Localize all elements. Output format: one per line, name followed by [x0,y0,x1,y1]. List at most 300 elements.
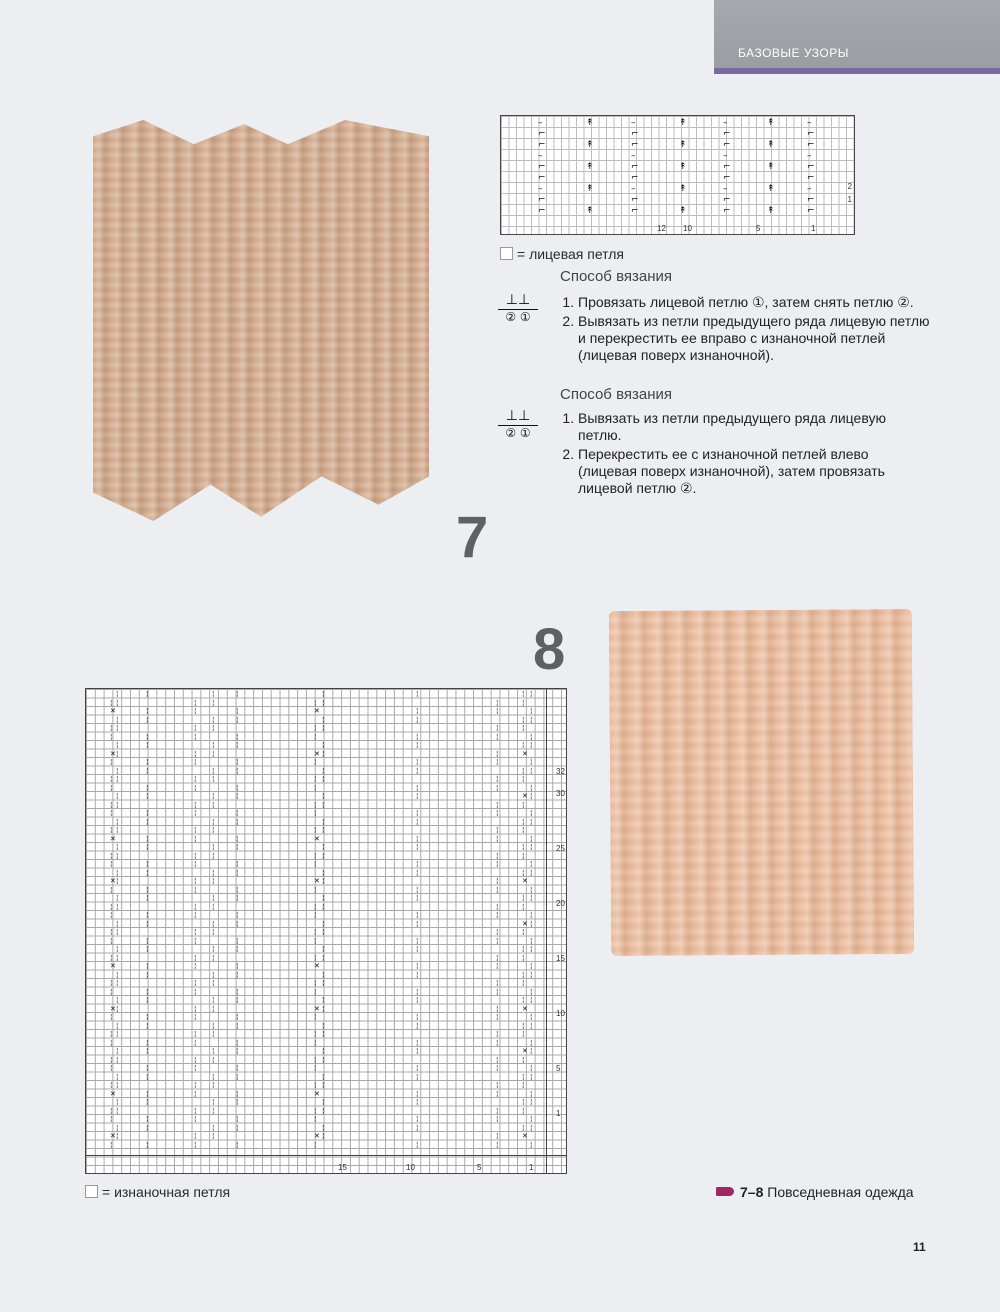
chart-8-symbol: ¦ [194,749,197,758]
chart-7-symbol: ↟ [767,140,775,150]
chart-8-symbol: ¦ [522,928,525,936]
chart-8-symbol: ¦ [530,732,533,741]
chart-8-symbol: ¦ [146,996,149,1004]
pattern-7-number: 7 [456,505,489,570]
chart-8-symbol: ¦ [314,826,317,834]
chart-8-symbol: ¦ [416,1072,419,1081]
chart-8-symbol: ¦ [110,987,113,996]
chart-8-symbol: ¦ [236,817,239,826]
chart-8-symbol: ¦ [496,800,499,809]
chart-8-symbol: ¦ [314,902,317,911]
pointing-hand-icon [716,1187,734,1196]
chart-8-symbol: ¦ [522,1055,525,1064]
chart-7-column-number: 1 [811,224,816,233]
chart-8-symbol: ¦ [116,953,119,962]
chart-8-symbol: ¦ [314,936,317,945]
chart-8-symbol: ¦ [116,945,119,953]
chart-8-symbol: ¦ [116,1030,119,1038]
chart-8-symbol: ¦ [146,1047,149,1055]
chart-8-symbol: ¦ [236,758,239,766]
chart-8-symbol: ¦ [496,979,499,987]
chart-7-symbol: ⌐ [723,173,731,183]
chart-8-symbol: ¦ [322,1004,325,1013]
chart-8-symbol: ¦ [236,1123,239,1132]
chart-8-symbol: ¦ [236,707,239,715]
chart-8-symbol: ¦ [496,783,499,792]
chart-8-symbol: ¦ [194,885,197,894]
blank-cell-icon [85,1185,98,1198]
chart-8-symbol: ¦ [116,996,119,1004]
chart-8-symbol: ¦ [110,911,113,919]
chart-8-symbol: ¦ [314,953,317,962]
chart-8-symbol: ¦ [236,1064,239,1072]
chart-8-symbol: ¦ [322,894,325,902]
chart-8-symbol: ¦ [116,715,119,724]
chart-8-symbol: ¦ [416,758,419,766]
method-2-symbol-marks: ② ① [505,426,531,440]
chart-8-symbol: ¦ [236,987,239,996]
chart-8-symbol: ✕ [314,1004,320,1013]
cross-left-symbol-icon [498,408,538,440]
chart-8-symbol: ¦ [322,919,325,928]
chart-8-symbol: ¦ [110,928,113,936]
chart-7-column-number: 10 [683,224,692,233]
chart-8-symbol: ¦ [496,1132,499,1140]
chart-7-symbol: ⌐ [631,206,639,216]
chart-8-symbol: ¦ [146,707,149,715]
chart-8-symbol: ¦ [530,1089,533,1098]
chart-8-symbol: ¦ [416,996,419,1004]
chart-8-symbol: ¦ [194,877,197,885]
method-2-title: Способ вязания [560,386,672,403]
chart-8-symbol: ¦ [194,724,197,732]
chart-8-symbol: ¦ [322,1098,325,1106]
chart-8-symbol: ¦ [110,775,113,783]
chart-8-symbol: ¦ [416,1098,419,1106]
chart-8-symbol: ¦ [322,741,325,749]
chart-8-symbol: ¦ [194,928,197,936]
chart-8-symbol: ¦ [530,809,533,817]
method-1-symbol: ⊥⊥ [498,292,538,310]
chart-8-symbol: ¦ [322,1030,325,1038]
chart-8-symbol: ¦ [236,1140,239,1149]
chart-8-symbol: ¦ [146,1013,149,1021]
chart-8-symbol: ¦ [146,919,149,928]
chart-8-symbol: ¦ [530,885,533,894]
chart-8-symbol: ✕ [314,1089,320,1098]
chart-7-symbol: ⌐ [538,140,546,150]
chart-8-symbol: ¦ [322,1123,325,1132]
chart-8-symbol: ¦ [212,724,215,732]
chart-8-symbol: ¦ [194,1013,197,1021]
chart-8-symbol: ¦ [194,851,197,860]
chart-8-symbol: ¦ [496,911,499,919]
chart-8-symbol: ¦ [116,868,119,877]
chart-8-symbol: ¦ [530,936,533,945]
chart-8-symbol: ¦ [116,1132,119,1140]
chart-8-symbol: ¦ [116,698,119,707]
chart-7-symbol: ↟ [679,118,687,128]
chart-7-symbol: – [631,151,636,161]
chart-8-symbol: ¦ [530,834,533,843]
chart-8-symbol: ¦ [110,1106,113,1115]
chart-8-divider [546,689,547,1173]
chart-8-symbol: ✕ [110,834,116,843]
chart-8-symbol: ¦ [212,1021,215,1030]
section-accent-bar [714,68,1000,74]
chart-7-row-number: 2 [847,182,852,191]
chart-8-symbol: ¦ [146,843,149,851]
chart-8-symbol: ¦ [212,1047,215,1055]
chart-7-legend [500,246,624,262]
chart-8-symbol: ¦ [416,911,419,919]
chart-8-symbol: ¦ [530,792,533,800]
chart-8-symbol: ¦ [314,800,317,809]
chart-8-symbol: ¦ [496,826,499,834]
chart-8-symbol: ¦ [522,953,525,962]
chart-8-symbol: ¦ [530,1021,533,1030]
chart-8-symbol: ¦ [522,1106,525,1115]
chart-8-symbol: ¦ [322,953,325,962]
chart-8-symbol: ¦ [236,1072,239,1081]
chart-8-symbol: ¦ [522,851,525,860]
chart-8-symbol: ¦ [314,928,317,936]
chart-8-symbol: ✕ [314,962,320,970]
chart-8-symbol: ¦ [236,1038,239,1047]
chart-8-symbol: ¦ [314,911,317,919]
chart-8-symbol: ¦ [236,1021,239,1030]
chart-8-symbol: ¦ [522,1081,525,1089]
chart-8-column-number: 15 [338,1163,347,1172]
chart-8-symbol: ¦ [522,970,525,979]
chart-8-symbol: ✕ [110,962,116,970]
chart-8-symbol: ¦ [110,1038,113,1047]
chart-8-symbol: ¦ [236,783,239,792]
chart-8-symbol: ¦ [522,1072,525,1081]
chart-8-symbol: ¦ [116,690,119,698]
chart-8-symbol: ¦ [146,766,149,775]
chart-7-symbol: ⌐ [723,140,731,150]
chart-8-symbol: ¦ [416,919,419,928]
chart-8-symbol: ✕ [522,749,528,758]
chart-8-symbol: ¦ [522,698,525,707]
chart-8-symbol: ¦ [110,851,113,860]
chart-8-symbol: ¦ [322,979,325,987]
chart-8-symbol: ✕ [314,707,320,715]
chart-7-symbol: ⌐ [807,195,815,205]
chart-8-symbol: ¦ [110,826,113,834]
chart-8-symbol: ¦ [416,936,419,945]
chart-7-symbol: ⌐ [538,162,546,172]
chart-8-symbol: ¦ [496,1038,499,1047]
chart-8-symbol: ¦ [530,1064,533,1072]
chart-8-symbol: ¦ [322,724,325,732]
chart-8-symbol: ¦ [110,885,113,894]
chart-8-symbol: ¦ [522,843,525,851]
chart-8-symbol: ¦ [236,1098,239,1106]
chart-8-symbol: ¦ [314,1055,317,1064]
chart-8-symbol: ¦ [212,1055,215,1064]
chart-8-symbol: ¦ [212,792,215,800]
chart-8-symbol: ¦ [416,834,419,843]
chart-8-symbol: ¦ [116,1106,119,1115]
chart-8-symbol: ¦ [116,902,119,911]
chart-8-symbol: ¦ [212,1081,215,1089]
chart-8-symbol: ¦ [496,1081,499,1089]
chart-8-symbol: ✕ [522,1004,528,1013]
chart-8-symbol: ¦ [314,1140,317,1149]
chart-8-symbol: ¦ [116,1047,119,1055]
page-number: 11 [913,1240,926,1254]
chart-8-symbol: ¦ [146,758,149,766]
chart-8-symbol: ¦ [110,1115,113,1123]
chart-8-symbol: ¦ [146,936,149,945]
chart-8-symbol: ¦ [116,792,119,800]
pattern-8-number: 8 [533,617,566,682]
chart-8-symbol: ¦ [530,894,533,902]
chart-7-symbol: – [538,151,543,161]
chart-8-symbol: ¦ [212,775,215,783]
chart-8-symbol: ¦ [146,1021,149,1030]
chart-8-row-number: 15 [556,954,565,963]
chart-8-symbol: ¦ [322,945,325,953]
chart-8-symbol: ¦ [194,987,197,996]
chart-7-symbol: ⌐ [807,129,815,139]
chart-8-symbol: ¦ [110,698,113,707]
chart-8-symbol: ¦ [496,758,499,766]
chart-8-symbol: ¦ [146,970,149,979]
chart-8-column-number: 1 [529,1163,534,1172]
chart-8-symbol: ¦ [496,1013,499,1021]
chart-7-symbol: ↟ [767,206,775,216]
chart-8-symbol: ¦ [322,690,325,698]
chart-8-row-number: 5 [556,1064,561,1073]
chart-8-symbol: ¦ [116,851,119,860]
method-1-step: 1. Провязать лицевой петлю ①, затем снять петлю ②. [578,294,930,311]
chart-7-symbol: ⌐ [807,206,815,216]
chart-8-symbol: ✕ [110,877,116,885]
chart-8-symbol: ¦ [116,766,119,775]
chart-8-symbol: ¦ [314,775,317,783]
legend-7-text: = лицевая петля [517,246,624,262]
chart-8-symbol: ¦ [236,1013,239,1021]
chart-8-symbol: ¦ [146,1140,149,1149]
chart-7-symbol: ⌐ [807,173,815,183]
chart-8-symbol: ¦ [322,826,325,834]
chart-8-symbol: ¦ [522,826,525,834]
chart-8-row-number: 1 [556,1109,561,1118]
chart-8-symbol: ¦ [530,783,533,792]
chart-7-symbol: ⌐ [631,129,639,139]
chart-8-row-number: 30 [556,789,565,798]
chart-7-symbol: ⌐ [538,129,546,139]
chart-8-symbol: ¦ [212,800,215,809]
chart-8-symbol: ¦ [530,817,533,826]
chart-8-symbol: ¦ [530,707,533,715]
chart-8-symbol: ¦ [236,911,239,919]
chart-8-symbol: ✕ [314,834,320,843]
chart-8-symbol: ¦ [116,775,119,783]
chart-8-symbol: ¦ [110,979,113,987]
chart-8-symbol: ¦ [212,851,215,860]
chart-7-symbol: – [723,151,728,161]
chart-8-symbol: ¦ [212,826,215,834]
chart-8-symbol: ¦ [212,894,215,902]
chart-8-symbol: ¦ [236,996,239,1004]
chart-8-symbol: ¦ [314,809,317,817]
caption-range: 7–8 [740,1184,764,1200]
chart-8-symbol: ¦ [236,1047,239,1055]
chart-8-symbol: ¦ [212,919,215,928]
chart-7-symbol: ⌐ [723,206,731,216]
chart-8-symbol: ¦ [194,1030,197,1038]
chart-8-symbol: ¦ [212,1098,215,1106]
chart-8-symbol: ¦ [530,758,533,766]
chart-7-symbol: ↟ [767,184,775,194]
chart-8-column-number: 5 [477,1163,482,1172]
chart-8-symbol: ¦ [522,902,525,911]
chart-8-symbol: ¦ [194,860,197,868]
chart-8-symbol: ¦ [322,817,325,826]
chart-8-symbol: ¦ [522,945,525,953]
chart-8-symbol: ¦ [194,936,197,945]
chart-8-symbol: ¦ [116,1055,119,1064]
chart-8-symbol: ¦ [314,987,317,996]
chart-8-symbol: ¦ [416,860,419,868]
chart-8-symbol: ¦ [530,962,533,970]
chart-8-symbol: ¦ [146,690,149,698]
chart-8-symbol: ¦ [236,715,239,724]
chart-8-row-number: 32 [556,767,565,776]
chart-8-symbol: ¦ [322,1055,325,1064]
chart-7-symbol: ↟ [586,140,594,150]
chart-8-symbol: ¦ [522,1030,525,1038]
chart-8-symbol: ✕ [110,707,116,715]
chart-8-symbol: ¦ [110,809,113,817]
chart-8-symbol: ¦ [212,1030,215,1038]
chart-8-symbol: ✕ [110,1004,116,1013]
chart-7-symbol: ↟ [586,118,594,128]
chart-8-symbol: ¦ [110,1055,113,1064]
chart-8-symbol: ✕ [314,1132,320,1140]
chart-8-symbol: ¦ [314,698,317,707]
chart-8-symbol: ¦ [416,962,419,970]
chart-8-symbol: ¦ [496,902,499,911]
chart-8-symbol: ¦ [314,783,317,792]
chart-8-symbol: ¦ [212,698,215,707]
chart-8-symbol: ¦ [212,749,215,758]
chart-8-symbol: ¦ [416,945,419,953]
chart-8-symbol: ¦ [522,1021,525,1030]
chart-8-symbol: ¦ [416,1047,419,1055]
chart-8-symbol: ¦ [212,979,215,987]
chart-7-symbol: – [807,118,812,128]
chart-8-symbol: ¦ [146,1123,149,1132]
chart-8-symbol: ¦ [530,911,533,919]
chart-8-symbol: ¦ [322,868,325,877]
section-title: БАЗОВЫЕ УЗОРЫ [738,46,849,60]
chart-8-symbol: ¦ [530,766,533,775]
chart-8-symbol: ¦ [496,1030,499,1038]
chart-8-symbol: ¦ [530,919,533,928]
chart-8-symbol: ¦ [116,877,119,885]
chart-8-symbol: ¦ [322,843,325,851]
chart-8-symbol: ¦ [322,792,325,800]
chart-8-symbol: ¦ [496,1106,499,1115]
chart-8-symbol: ¦ [236,766,239,775]
chart-7-symbol: ⌐ [807,162,815,172]
chart-8-symbol: ¦ [116,826,119,834]
chart-8-symbol: ¦ [522,1123,525,1132]
chart-7-symbol: – [631,184,636,194]
chart-8-symbol: ¦ [194,902,197,911]
chart-8-symbol: ¦ [416,1038,419,1047]
chart-8-symbol: ¦ [116,928,119,936]
chart-8-symbol: ¦ [212,877,215,885]
chart-8-symbol: ¦ [496,1004,499,1013]
chart-8-symbol: ¦ [146,1098,149,1106]
blank-cell-icon [500,247,513,260]
chart-8-symbol: ¦ [322,775,325,783]
chart-8-symbol: ¦ [530,1072,533,1081]
chart-8-symbol: ¦ [314,979,317,987]
chart-8-symbol: ¦ [146,1072,149,1081]
chart-8-symbol: ¦ [522,817,525,826]
chart-8-symbol: ¦ [146,1089,149,1098]
chart-7-symbol: ↟ [679,140,687,150]
chart-8-symbol: ¦ [236,970,239,979]
chart-8-symbol: ¦ [322,970,325,979]
chart-8-symbol: ✕ [522,1047,528,1055]
chart-8-symbol: ¦ [236,868,239,877]
chart-8-symbol: ¦ [110,783,113,792]
chart-8-symbol: ¦ [496,775,499,783]
chart-8-symbol: ¦ [116,1021,119,1030]
chart-8-symbol: ¦ [146,783,149,792]
chart-8-symbol: ¦ [110,724,113,732]
chart-8-symbol: ¦ [416,792,419,800]
chart-7-symbol: – [538,118,543,128]
chart-8-symbol: ¦ [416,817,419,826]
chart-8-symbol: ¦ [314,851,317,860]
chart-8-symbol: ¦ [416,732,419,741]
chart-8-symbol: ¦ [322,1072,325,1081]
chart-8-symbol: ¦ [314,1106,317,1115]
chart-8-symbol: ¦ [416,766,419,775]
chart-8-symbol: ¦ [110,758,113,766]
chart-8-symbol: ¦ [522,979,525,987]
chart-8-symbol: ¦ [314,1081,317,1089]
chart-8-symbol: ¦ [194,953,197,962]
chart-8-symbol: ¦ [496,707,499,715]
section-tab [714,0,1000,68]
chart-8-symbol: ¦ [212,817,215,826]
chart-8-symbol: ¦ [416,885,419,894]
chart-8-symbol: ¦ [496,987,499,996]
chart-8-symbol: ✕ [522,1132,528,1140]
chart-8-symbol: ¦ [322,851,325,860]
chart-7-symbol: ↟ [767,162,775,172]
chart-8-symbol: ¦ [212,970,215,979]
chart-8-symbol: ¦ [194,1132,197,1140]
chart-7-symbol: – [723,184,728,194]
chart-7-symbol: – [807,151,812,161]
chart-8-symbol: ¦ [496,1115,499,1123]
chart-8-symbol: ¦ [116,979,119,987]
chart-8-symbol: ¦ [530,860,533,868]
chart-8-symbol: ✕ [522,919,528,928]
chart-8-symbol: ¦ [194,1064,197,1072]
